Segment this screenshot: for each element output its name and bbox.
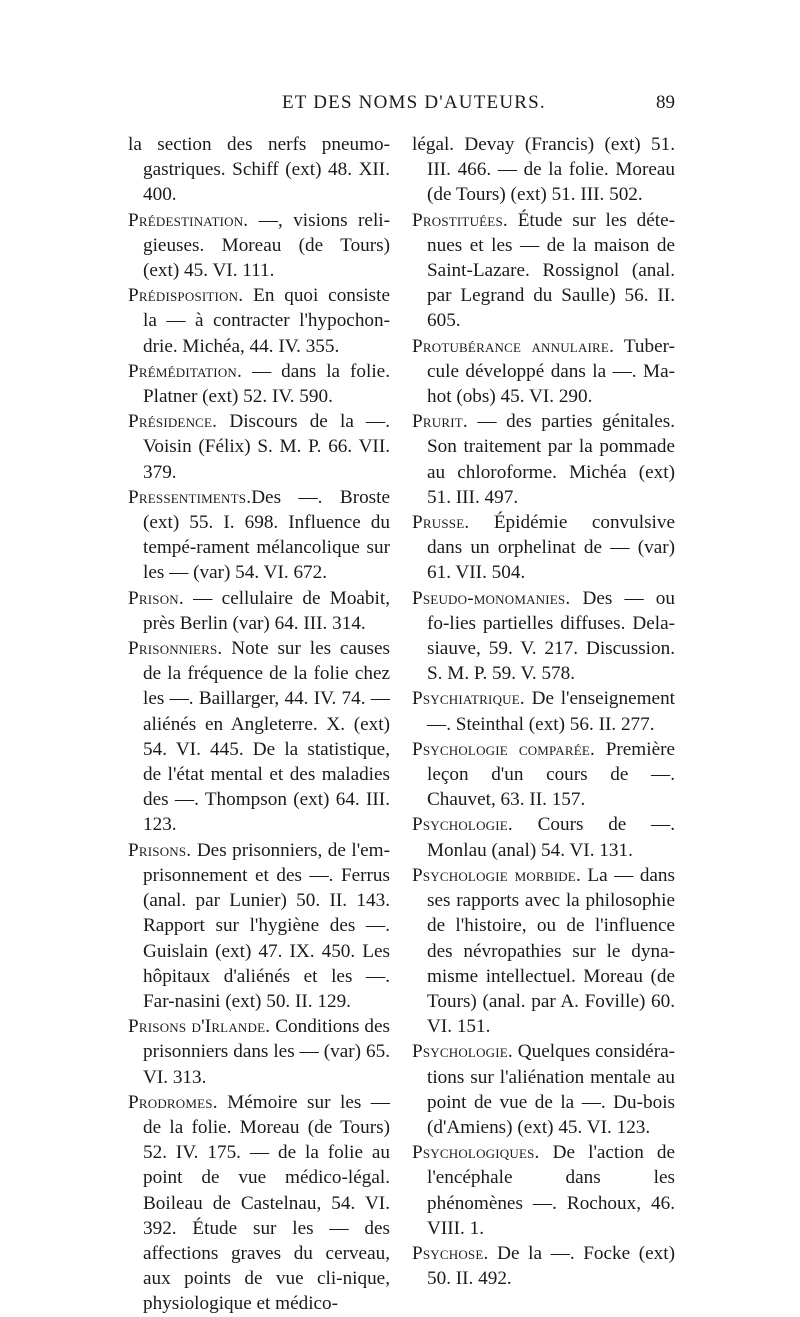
entry-headword: Psychologie comparée.: [412, 738, 596, 760]
entry-text: la section des nerfs pneumo-gastriques. Schiff (ext) 48. XII. 400.: [128, 134, 390, 206]
entry-text: —, visions reli-gieuses. Moreau (de Tours) (ext) 45. VI. 111.: [143, 209, 390, 282]
entry-headword: Psychiatrique.: [412, 688, 525, 710]
index-entry: [128, 1014, 390, 1090]
entry-text: légal. Devay (Francis) (ext) 51. III. 466. — de la folie. Moreau (de Tours) (ext) 51. III. 502.: [412, 134, 675, 206]
entry-headword: Prostituées.: [412, 209, 508, 231]
entry-text: Étude sur les déte-nues et les — de la maison de Saint-Lazare. Rossignol (anal. par Legrand du Saulle) 56. II. 605.: [427, 209, 675, 332]
entry-text: Épidémie convulsive dans un orphelinat de — (var) 61. VII. 504.: [427, 512, 675, 584]
entry-text: En quoi consiste la — à contracter l'hypochon-drie. Michéa, 44. IV. 355.: [143, 285, 390, 357]
entry-text: Discours de la —. Voisin (Félix) S. M. P. 66. VII. 379.: [143, 411, 390, 483]
index-entry: [128, 838, 390, 1014]
entry-headword: Prédisposition.: [128, 285, 244, 307]
entry-headword: Psychose.: [412, 1242, 489, 1264]
entry-headword: Prisonniers.: [128, 638, 223, 660]
index-entry: [412, 737, 675, 813]
entry-headword: Prusse.: [412, 512, 470, 534]
entry-text: Cours de —. Monlau (anal) 54. VI. 131.: [427, 814, 675, 861]
entry-text: De l'action de l'encéphale dans les phénomènes —. Rochoux, 46. VIII. 1.: [427, 1142, 675, 1239]
index-entry: [412, 863, 675, 1039]
entry-text: Des prisonniers, de l'em-prisonnement et des —. Ferrus (anal. par Lunier) 50. II. 143. Rapport sur l'hygiène des —. Guislain (ext) 47. IX. 450. Les hôpitaux d'aliénés et les —. Far-nasini (ext) 50. II. 129.: [143, 839, 390, 1012]
index-entry: [128, 208, 390, 284]
index-entry: [128, 359, 390, 409]
entry-headword: Prurit.: [412, 411, 468, 433]
entry-text: Mémoire sur les — de la folie. Moreau (de Tours) 52. IV. 175. — de la folie au point de vue médico-légal. Boileau de Castelnau, 54. VI. 392. Étude sur les — des affections graves du cerveau, aux points de vue cli-nique, physiologique et médico-: [143, 1091, 390, 1315]
entry-headword: Protubérance annulaire.: [412, 335, 615, 357]
index-entry: [128, 1090, 390, 1317]
entry-text: De l'enseignement —. Steinthal (ext) 56. II. 277.: [427, 688, 675, 735]
entry-headword: Prisons d'Irlande.: [128, 1016, 271, 1038]
index-entry: [128, 586, 390, 636]
entry-headword: Préméditation.: [128, 360, 242, 382]
entry-text: La — dans ses rapports avec la philosophie de l'histoire, ou de l'influence des névropathies sur le dyna-misme intellectuel. Moreau (de Tours) (anal. par A. Foville) 60. VI. 151.: [427, 864, 675, 1038]
index-entry: [412, 1140, 675, 1241]
entry-text: Quelques considéra-tions sur l'aliénation mentale au point de vue de la —. Du-bois (d'Amiens) (ext) 45. VI. 123.: [427, 1041, 675, 1138]
entry-headword: Psychologie morbide.: [412, 864, 581, 886]
index-entry: [412, 510, 675, 586]
index-entry: [128, 132, 390, 208]
index-entry: [412, 334, 675, 410]
index-entry: [128, 636, 390, 838]
entry-text: — dans la folie. Platner (ext) 52. IV. 590.: [143, 360, 390, 408]
running-title: ET DES NOMS D'AUTEURS.: [282, 92, 546, 113]
entry-text: Des — ou fo-lies partielles diffuses. Dela-siauve, 59. V. 217. Discussion. S. M. P. 59. V. 578.: [427, 587, 675, 685]
left-column: [128, 132, 390, 1317]
entry-headword: Psychologie.: [412, 1041, 513, 1063]
entry-text: De la —. Focke (ext) 50. II. 492.: [427, 1242, 675, 1290]
entry-headword: Prodromes.: [128, 1091, 218, 1113]
entry-headword: Prison.: [128, 587, 184, 609]
index-entry: [412, 812, 675, 862]
entry-headword: Prisons.: [128, 839, 192, 861]
right-column: [412, 132, 675, 1291]
entry-text: Note sur les causes de la fréquence de la folie chez les —. Baillarger, 44. IV. 74. — aliénés en Angleterre. X. (ext) 54. VI. 445. De la statistique, de l'état mental et des maladies des —. Thompson (ext) 64. III. 123.: [143, 638, 390, 836]
page-number: 89: [656, 92, 675, 113]
entry-headword: Prédestination.: [128, 209, 249, 231]
entry-text: Conditions des prisonniers dans les — (var) 65. VI. 313.: [143, 1016, 390, 1088]
entry-text: Première leçon d'un cours de —. Chauvet, 63. II. 157.: [427, 738, 675, 811]
index-entry: [128, 409, 390, 485]
page-header: [0, 92, 800, 122]
index-entry: [128, 283, 390, 359]
entry-text: Tuber-cule développé dans la —. Ma-hot (obs) 45. VI. 290.: [427, 335, 675, 408]
entry-headword: Présidence.: [128, 411, 218, 433]
index-entry: [412, 586, 675, 687]
entry-headword: Pseudo-monomanies.: [412, 587, 571, 609]
entry-headword: Psychologie.: [412, 814, 513, 836]
index-entry: [412, 686, 675, 736]
index-entry: [128, 485, 390, 586]
entry-headword: Pressentiments.: [128, 486, 252, 508]
index-entry: [412, 1241, 675, 1291]
entry-text: — cellulaire de Moabit, près Berlin (var) 64. III. 314.: [143, 587, 390, 634]
entry-text: — des parties génitales. Son traitement par la pommade au chloroforme. Michéa (ext) 51. III. 497.: [427, 411, 675, 508]
index-entry: [412, 409, 675, 510]
index-entry: [412, 132, 675, 208]
index-entry: [412, 1039, 675, 1140]
index-entry: [412, 208, 675, 334]
entry-text: Des —. Broste (ext) 55. I. 698. Influence du tempé-rament mélancolique sur les — (var) 54. VI. 672.: [143, 486, 390, 584]
entry-headword: Psychologiques.: [412, 1142, 540, 1164]
